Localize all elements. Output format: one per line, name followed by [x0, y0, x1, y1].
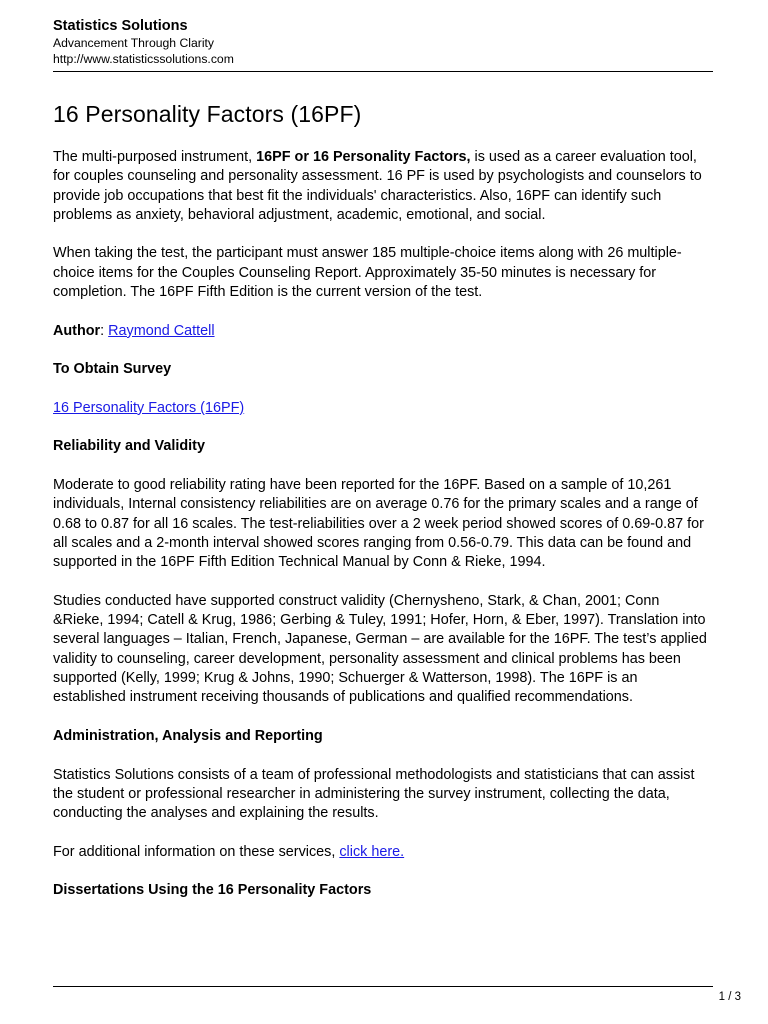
admin-paragraph: Statistics Solutions consists of a team of professional methodologists and statisticians that can assist the student or professional researcher in administering the survey instrument, collecting the data, conducting the analyses and explaining the results. [53, 766, 695, 822]
dissertations-heading: Dissertations Using the 16 Personality Factors [53, 882, 372, 899]
brand-url: http://www.statisticssolutions.com [53, 52, 234, 66]
footer-divider [53, 986, 713, 987]
admin-heading: Administration, Analysis and Reporting [53, 727, 323, 744]
intro-bold: 16PF or 16 Personality Factors, [256, 149, 471, 165]
obtain-heading: To Obtain Survey [53, 361, 172, 378]
document-page [53, 0, 713, 1024]
author-sep: : [100, 322, 109, 339]
intro-post: is used as a career evaluation tool, for couples counseling and personality assessment. 16 PF is used by psychologists and counselors to provide job occupations that best fit the individuals' characteristics. Also, 16PF can identify such problems as anxiety, behavioral adjustment, academic, emotional, and social. [53, 149, 702, 223]
author-line [53, 322, 713, 341]
click-here-link[interactable]: click here. [339, 843, 405, 860]
more-info-line [53, 843, 713, 862]
reliability-paragraph-1: Moderate to good reliability rating have been reported for the 16PF. Based on a sample of 10,261 individuals, Internal consistency reliabilities are on average 0.76 for the primary scales and a range of 0.68 to 0.87 for all 16 scales. The test-reliabilities over a 2 week period showed scores of 0.69-0.87 for all scales and a 2-month interval showed scores ranging from 0.56-0.79. This data can be found and supported in the 16PF Fifth Edition Technical Manual by Conn & Rieke, 1994. [53, 477, 704, 571]
reliability-heading: Reliability and Validity [53, 438, 205, 455]
intro-paragraph [53, 148, 713, 225]
author-label: Author [53, 322, 101, 339]
brand-tagline: Advancement Through Clarity [53, 36, 215, 50]
intro-pre: The multi-purposed instrument, [53, 149, 257, 165]
page-header [53, 18, 713, 67]
page-title: 16 Personality Factors (16PF) [53, 101, 362, 127]
survey-link[interactable]: 16 Personality Factors (16PF) [53, 399, 245, 416]
survey-link-line [53, 399, 713, 418]
page-number: 1 / 3 [718, 991, 741, 1003]
reliability-paragraph-2: Studies conducted have supported construct validity (Chernysheno, Stark, & Chan, 2001; Conn &Rieke, 1994; Catell & Krug, 1986; Gerbing & Tuley, 1991; Hofer, Horn, & Eber, 1997). Translation into several languages – Italian, French, Japanese, German – are available for the 16PF. The test’s applied validity to counseling, career development, personality assessment and clinical problems has been supported (Kelly, 1999; Krug & Johns, 1990; Schuerger & Watterson, 1998). The 16PF is an established instrument receiving thousands of publications and qualified recommendations. [53, 592, 707, 706]
test-paragraph: When taking the test, the participant must answer 185 multiple-choice items along with 26 multiple-choice items for the Couples Counseling Report. Approximately 35-50 minutes is necessary for completion. The 16PF Fifth Edition is the current version of the test. [53, 245, 682, 301]
document-body [53, 148, 713, 920]
brand-name: Statistics Solutions [53, 18, 188, 34]
header-divider [53, 71, 713, 72]
author-link[interactable]: Raymond Cattell [108, 322, 215, 339]
more-info-text: For additional information on these services, [53, 843, 340, 860]
